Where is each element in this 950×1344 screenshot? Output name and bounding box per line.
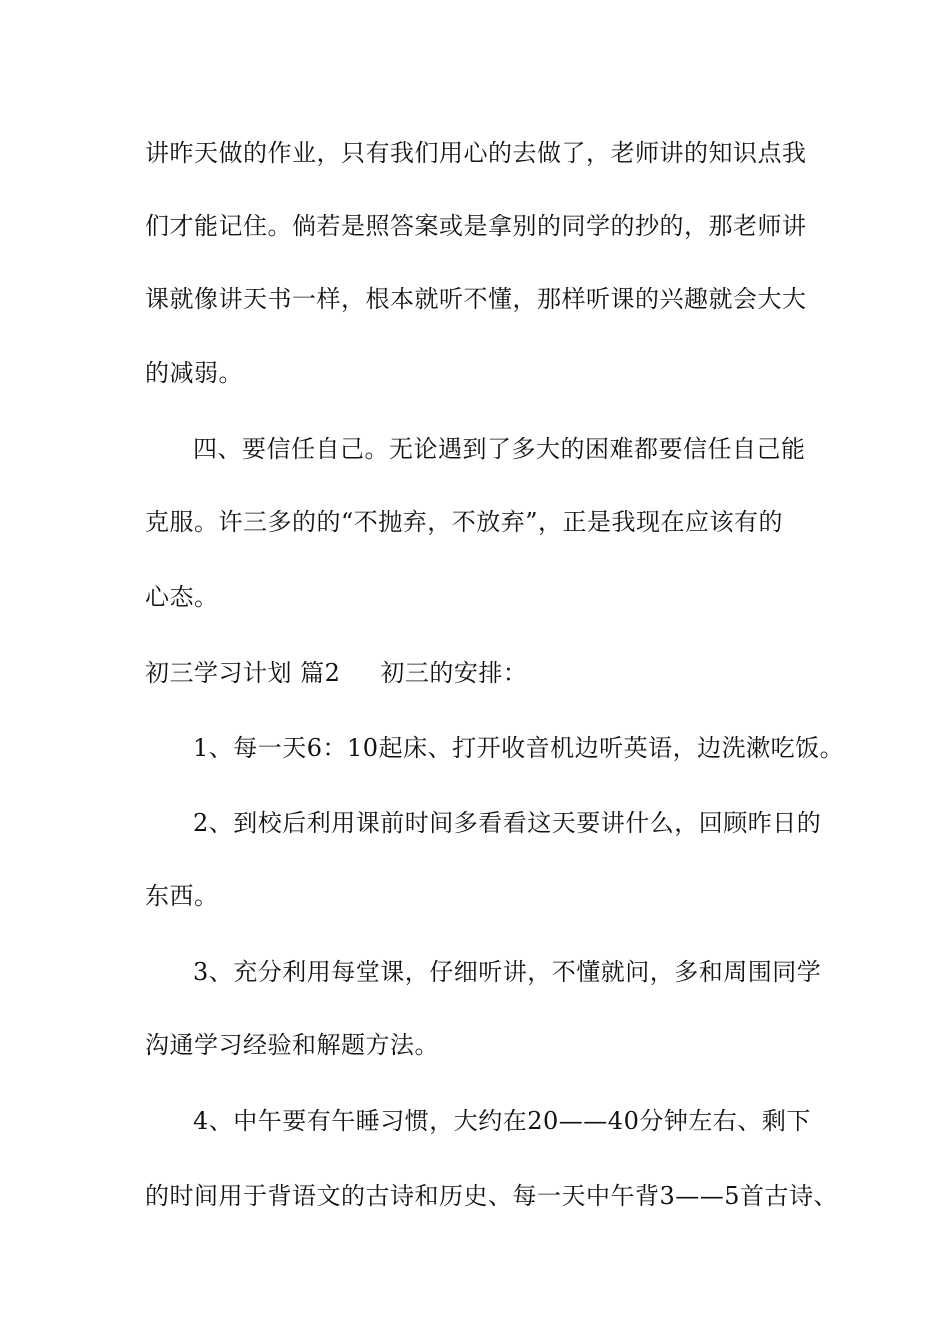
paragraph-line-4: 的减弱。 xyxy=(145,359,243,387)
section-subtitle: 初三的安排： xyxy=(380,659,528,687)
item-4-line-1: 4、中午要有午睡习惯，大约在20——40分钟左右、剩下 xyxy=(193,1107,811,1135)
item-3-line-2: 沟通学习经验和解题方法。 xyxy=(145,1031,439,1059)
section-title: 初三学习计划 篇2 xyxy=(145,659,341,687)
item-2-line-2: 东西。 xyxy=(145,882,219,910)
paragraph-four-line-2: 克服。许三多的的“不抛弃，不放弃”，正是我现在应该有的 xyxy=(145,508,784,536)
item-2-line-1: 2、到校后利用课前时间多看看这天要讲什么，回顾昨日的 xyxy=(193,809,822,837)
section-heading xyxy=(145,658,835,688)
paragraph-line-2: 们才能记住。倘若是照答案或是拿别的同学的抄的，那老师讲 xyxy=(145,212,807,240)
paragraph-four-line-1: 四、要信任自己。无论遇到了多大的困难都要信任自己能 xyxy=(193,435,806,463)
paragraph-line-1: 讲昨天做的作业，只有我们用心的去做了，老师讲的知识点我 xyxy=(145,139,807,167)
item-1-line: 1、每一天6：10起床、打开收音机边听英语，边洗漱吃饭。 xyxy=(193,734,845,762)
paragraph-four-line-3: 心态。 xyxy=(145,583,219,611)
item-4-line-2: 的时间用于背语文的古诗和历史、每一天中午背3——5首古诗、 xyxy=(145,1182,839,1210)
item-3-line-1: 3、充分利用每堂课，仔细听讲，不懂就问，多和周围同学 xyxy=(193,958,822,986)
paragraph-line-3: 课就像讲天书一样，根本就听不懂，那样听课的兴趣就会大大 xyxy=(145,285,807,313)
